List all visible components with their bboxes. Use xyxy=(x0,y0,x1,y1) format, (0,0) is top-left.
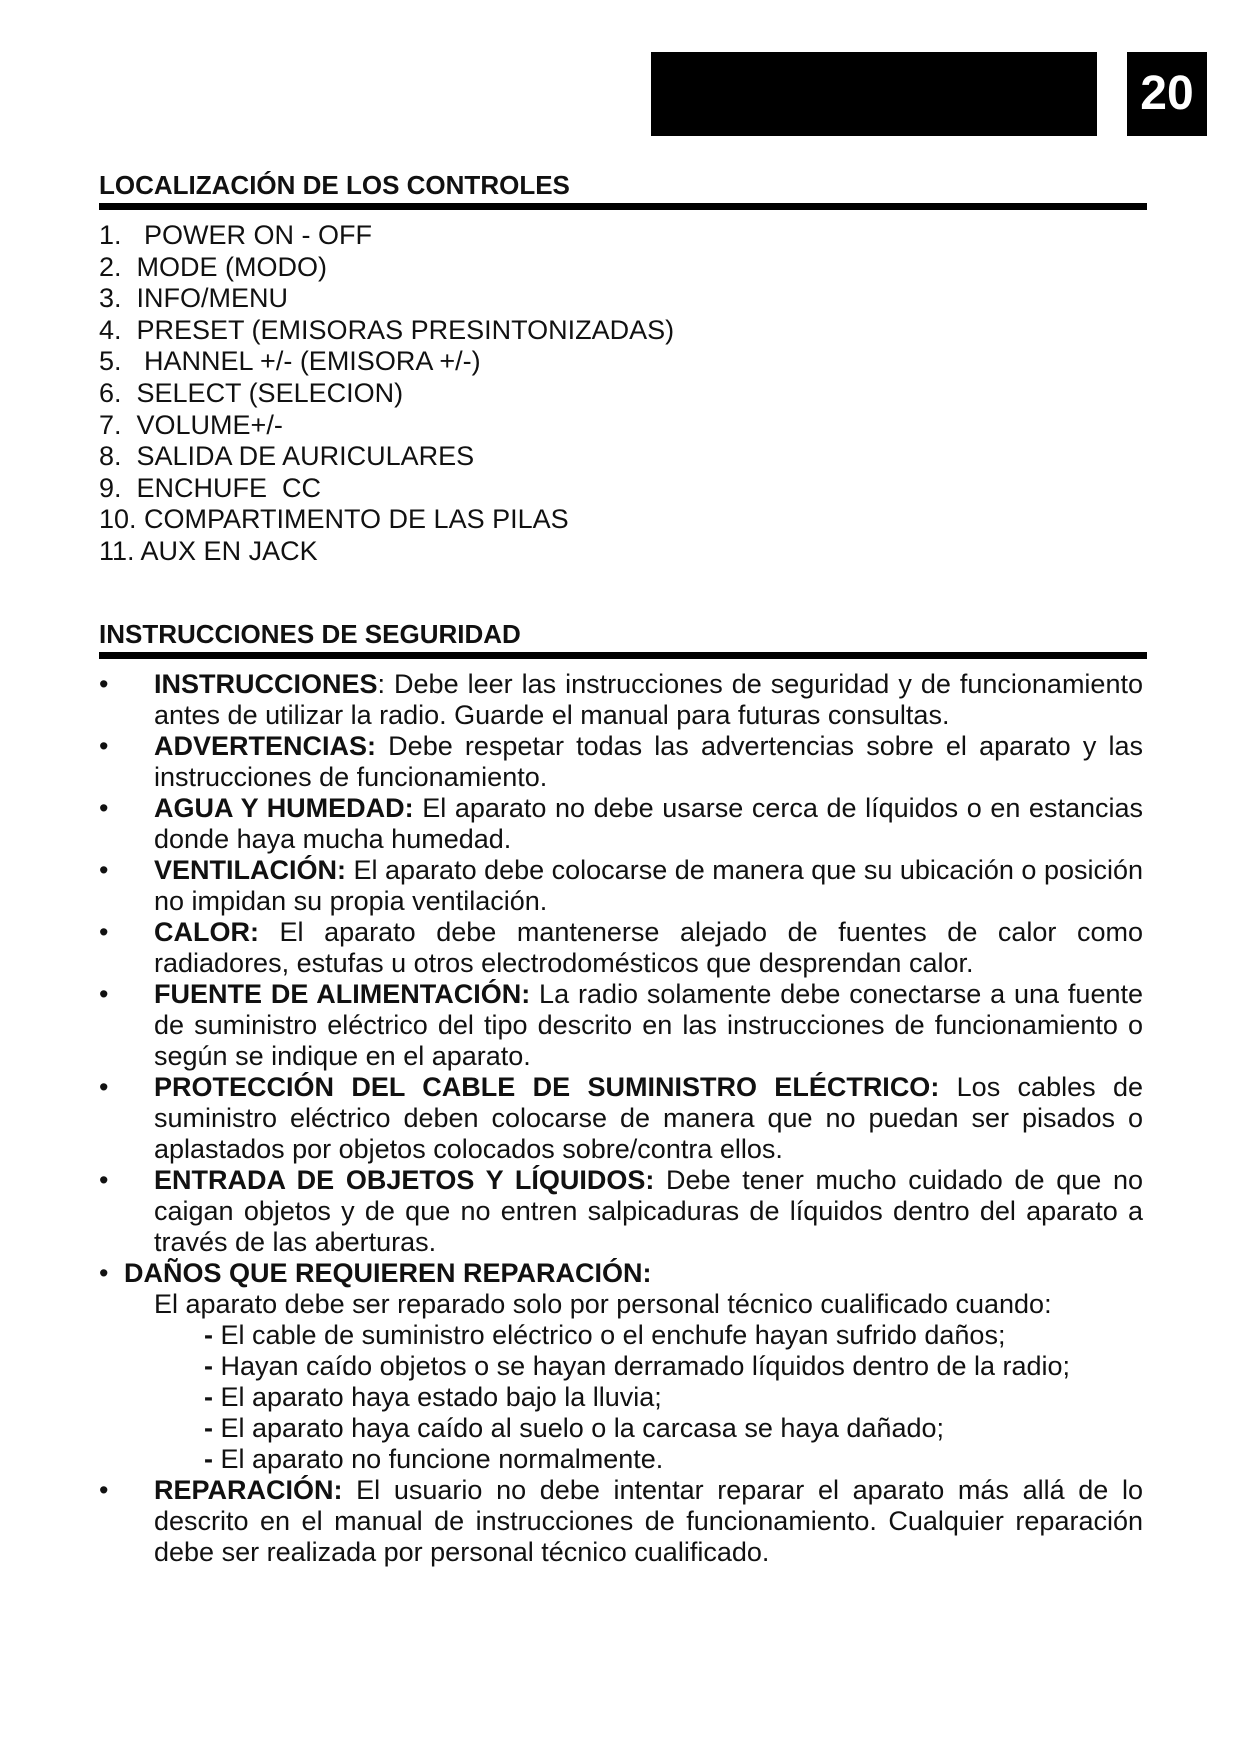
safety-term: ADVERTENCIAS: xyxy=(154,731,377,761)
controls-list xyxy=(99,220,674,568)
safety-item-heat xyxy=(99,917,1143,979)
safety-text: Debe tener mucho cuidado de que no caigan objetos y de que no entren salpicaduras de líquidos dentro del aparato a través de las aberturas. xyxy=(154,1165,1143,1257)
safety-text: El aparato debe mantenerse alejado de fuentes de calor como radiadores, estufas u otros electrodomésticos que desprendan calor. xyxy=(154,917,1143,978)
safety-text: Debe respetar todas las advertencias sobre el aparato y las instrucciones de funcionamiento. xyxy=(154,731,1143,792)
dash-icon: - xyxy=(204,1351,213,1381)
safety-term: AGUA Y HUMEDAD: xyxy=(154,793,414,823)
bullet-icon: • xyxy=(99,731,109,761)
controls-list-item: 6. SELECT (SELECION) xyxy=(99,377,404,408)
safety-text: Los cables de suministro eléctrico deben colocarse de manera que no puedan ser pisados o aplastados por objetos colocados sobre/contra ellos. xyxy=(154,1072,1143,1164)
safety-term: PROTECCIÓN DEL CABLE DE SUMINISTRO ELÉCTRICO: xyxy=(154,1072,940,1102)
safety-term: ENTRADA DE OBJETOS Y LÍQUIDOS: xyxy=(154,1165,655,1195)
safety-term: REPARACIÓN: xyxy=(154,1475,343,1505)
safety-text: Debe leer las instrucciones de seguridad y de funcionamiento antes de utilizar la radio. Guarde el manual para futuras consultas. xyxy=(154,669,1143,730)
repair-condition: - El aparato no funcione normalmente. xyxy=(204,1444,664,1474)
bullet-icon: • xyxy=(99,855,109,885)
safety-text: El aparato no debe usarse cerca de líquidos o en estancias donde haya mucha humedad. xyxy=(154,793,1143,854)
bullet-icon: • xyxy=(99,1475,109,1505)
repair-condition: - El aparato haya estado bajo la lluvia; xyxy=(204,1382,662,1412)
safety-term: VENTILACIÓN: xyxy=(154,855,346,885)
dash-icon: - xyxy=(204,1444,213,1474)
safety-instructions xyxy=(99,669,1143,1568)
bullet-icon: • xyxy=(99,1072,109,1102)
safety-text: La radio solamente debe conectarse a una fuente de suministro eléctrico del tipo descrito en las instrucciones de funcionamiento o según se indique en el aparato. xyxy=(154,979,1143,1071)
safety-item-repair-needed xyxy=(99,1258,1143,1289)
controls-list-item: 7. VOLUME+/- xyxy=(99,409,283,440)
safety-term: FUENTE DE ALIMENTACIÓN: xyxy=(154,979,531,1009)
controls-list-item: 3. INFO/MENU xyxy=(99,283,289,314)
dash-icon: - xyxy=(204,1382,213,1412)
safety-text: El usuario no debe intentar reparar el aparato más allá de lo descrito en el manual de instrucciones de funcionamiento. Cualquier reparación debe ser realizada por personal técnico cualificado. xyxy=(154,1475,1143,1567)
controls-list-item: 5. HANNEL +/- (EMISORA +/-) xyxy=(99,346,481,377)
safety-item-cable-protection xyxy=(99,1072,1143,1165)
bullet-icon: • xyxy=(99,1165,109,1195)
controls-list-item: 10. COMPARTIMENTO DE LAS PILAS xyxy=(99,504,569,535)
controls-list-item: 1. POWER ON - OFF xyxy=(99,220,373,250)
safety-item-instructions xyxy=(99,669,1143,731)
safety-text: El aparato debe colocarse de manera que su ubicación o posición no impidan su propia ventilación. xyxy=(154,855,1144,916)
dash-icon: - xyxy=(204,1413,213,1443)
repair-condition: - Hayan caído objetos o se hayan derramado líquidos dentro de la radio; xyxy=(204,1351,1071,1381)
safety-item-water xyxy=(99,793,1143,855)
safety-term: DAÑOS QUE REQUIEREN REPARACIÓN: xyxy=(124,1258,652,1288)
bullet-icon: • xyxy=(99,979,109,1009)
repair-condition: - El cable de suministro eléctrico o el enchufe hayan sufrido daños; xyxy=(204,1320,1006,1350)
safety-item-power-source xyxy=(99,979,1143,1072)
controls-list-item: 11. AUX EN JACK xyxy=(99,535,318,566)
safety-term-separator: : xyxy=(377,669,386,699)
page-number: 20 xyxy=(1127,52,1207,136)
safety-item-ventilation xyxy=(99,855,1143,917)
safety-item-warnings xyxy=(99,731,1143,793)
header-bar xyxy=(651,52,1097,136)
safety-section-title: INSTRUCCIONES DE SEGURIDAD xyxy=(99,619,1147,659)
controls-section-title: LOCALIZACIÓN DE LOS CONTROLES xyxy=(99,170,1147,210)
bullet-icon: • xyxy=(99,1258,109,1288)
controls-list-item: 4. PRESET (EMISORAS PRESINTONIZADAS) xyxy=(99,314,675,345)
safety-term: INSTRUCCIONES xyxy=(154,669,378,699)
repair-needed-intro: El aparato debe ser reparado solo por personal técnico cualificado cuando: xyxy=(154,1289,1052,1319)
safety-term: CALOR: xyxy=(154,917,259,947)
controls-list-item: 2. MODE (MODO) xyxy=(99,251,327,282)
bullet-icon: • xyxy=(99,669,109,699)
repair-condition: - El aparato haya caído al suelo o la carcasa se haya dañado; xyxy=(204,1413,944,1443)
safety-item-objects-liquids xyxy=(99,1165,1143,1258)
dash-icon: - xyxy=(204,1320,213,1350)
bullet-icon: • xyxy=(99,917,109,947)
safety-item-repair xyxy=(99,1475,1143,1568)
controls-list-item: 9. ENCHUFE CC xyxy=(99,472,322,503)
controls-list-item: 8. SALIDA DE AURICULARES xyxy=(99,441,475,472)
bullet-icon: • xyxy=(99,793,109,823)
